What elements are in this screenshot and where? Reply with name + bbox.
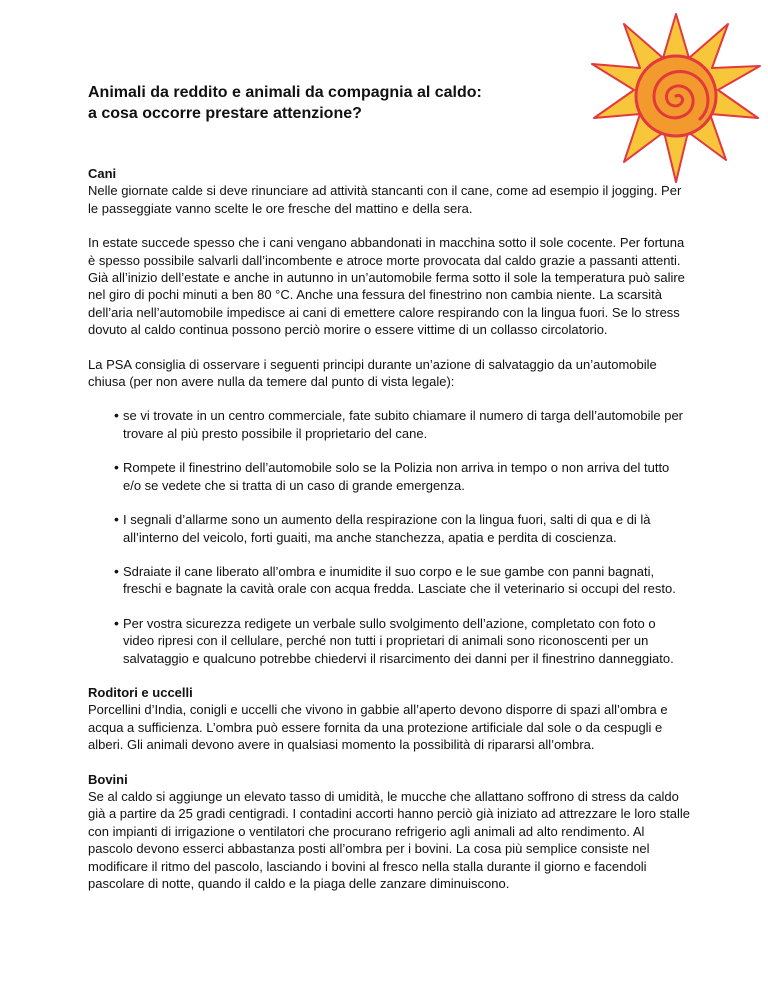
title-line-1: Animali da reddito e animali da compagnia al caldo: xyxy=(88,84,482,101)
list-item: • Rompete il finestrino dell’automobile solo se la Polizia non arriva in tempo o non arriva del tutto e/o se vedete che si tratta di un caso di grande emergenza. xyxy=(88,459,690,494)
list-item: • Sdraiate il cane liberato all’ombra e inumidite il suo corpo e le sue gambe con panni bagnati, freschi e bagnate la cavità orale con acqua fredda. Lasciate che il veterinario si occupi del resto. xyxy=(88,563,690,598)
paragraph: Nelle giornate calde si deve rinunciare ad attività stancanti con il cane, come ad esempio il jogging. Per le passeggiate vanno scelte le ore fresche del mattino e della sera. xyxy=(88,183,682,216)
list-item: • Per vostra sicurezza redigete un verbale sullo svolgimento dell’azione, completato con foto o video ripresi con il cellulare, perché non tutti i proprietari di animali sono riconoscenti per un salvataggio e qualcuno potrebbe chiedervi il risarcimento dei danni per il finestrino danneggiato. xyxy=(88,615,690,667)
paragraph: Porcellini d’India, conigli e uccelli che vivono in gabbie all’aperto devono disporre di spazi all’ombra e acqua a sufficienza. L’ombra può essere fornita da una protezione artificiale dal sole o da cespugli e alberi. Gli animali devono avere in qualsiasi momento la possibilità di ripararsi all’ombra. xyxy=(88,702,668,753)
list-item: • se vi trovate in un centro commerciale, fate subito chiamare il numero di targa dell’automobile per trovare al più presto possibile il proprietario del cane. xyxy=(88,407,690,442)
paragraph: La PSA consiglia di osservare i seguenti principi durante un’azione di salvataggio da un’automobile chiusa (per non avere nulla da temere dal punto di vista legale): xyxy=(88,356,657,390)
section-cani xyxy=(88,165,690,667)
title-line-2: a cosa occorre prestare attenzione? xyxy=(88,105,362,122)
section-heading: Roditori e uccelli xyxy=(88,684,193,700)
document-body xyxy=(88,165,690,909)
document-title xyxy=(88,82,648,124)
section-heading: Bovini xyxy=(88,771,128,787)
paragraph: In estate succede spesso che i cani vengano abbandonati in macchina sotto il sole cocente. Per fortuna è spesso possibile salvarli dall’incombente e atroce morte provocata dal caldo grazie a passanti attenti. Già all’inizio dell’estate e anche in autunno in un’automobile ferma sotto il sole la temperatura può salire nel giro di pochi minuti a ben 80 °C. Anche una fessura del finestrino non cambia niente. La scarsità dell’aria nell’automobile impedisce ai cani di emettere calore respirando con la lingua fuori. Se lo stress dovuto al caldo continua possono perciò morire o essere vittime di un collasso circolatorio. xyxy=(88,235,685,338)
paragraph: Se al caldo si aggiunge un elevato tasso di umidità, le mucche che allattano soffrono di stress da caldo già a partire da 25 gradi centigradi. I contadini accorti hanno perciò già iniziato ad attrezzare le loro stalle con impianti di irrigazione o ventilatori che procurano refrigerio agli animali ad alto rendimento. Al pascolo devono esserci abbastanza posti all’ombra per i bovini. La cosa più semplice consiste nel modificare il ritmo del pascolo, lasciando i bovini al fresco nella stalla durante il giorno e facendoli pascolare di notte, quando il caldo e la piaga delle zanzare diminuiscono. xyxy=(88,788,690,891)
rescue-guidelines-list xyxy=(88,407,690,666)
section-heading: Cani xyxy=(88,166,117,181)
list-item: • I segnali d’allarme sono un aumento della respirazione con la lingua fuori, salti di qua e di là all’interno del veicolo, forti guaiti, ma anche stanchezza, apatia e perdita di coscienza. xyxy=(88,511,690,546)
section-roditori-uccelli xyxy=(88,684,690,754)
section-bovini xyxy=(88,771,690,893)
